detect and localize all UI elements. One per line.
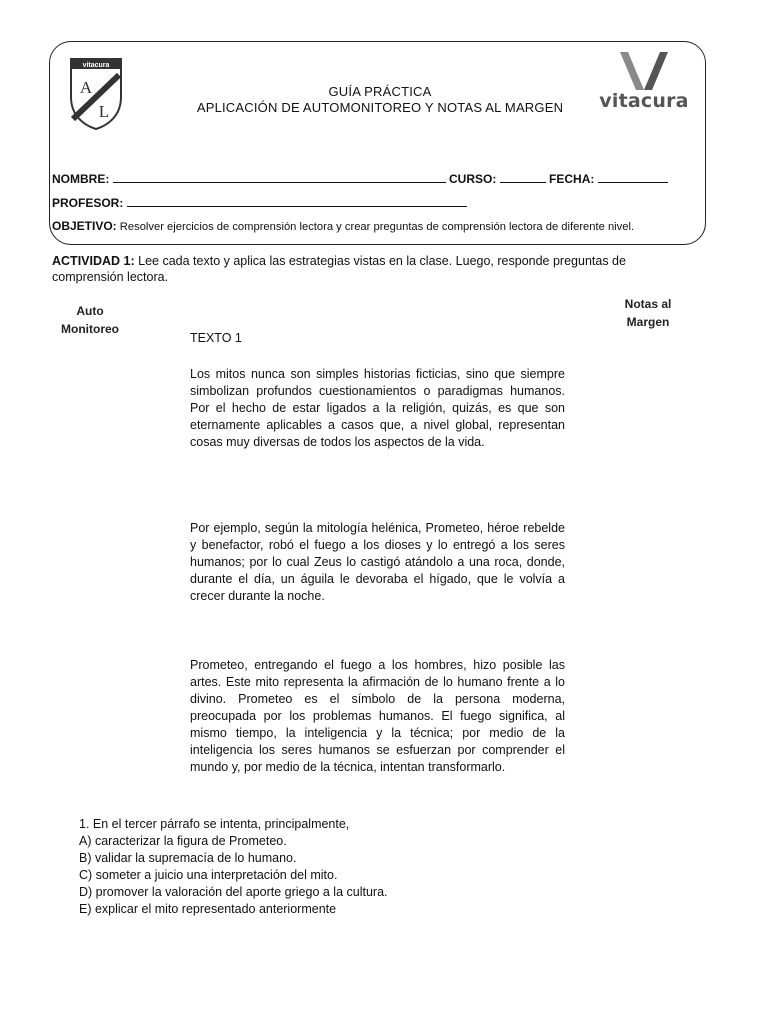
notas-margen-line-2: Margen bbox=[626, 315, 670, 329]
profesor-row bbox=[52, 195, 467, 210]
title-line-2: APLICACIÓN DE AUTOMONITOREO Y NOTAS AL MARGEN bbox=[196, 100, 564, 115]
crest-letter-l: L bbox=[98, 102, 110, 121]
notas-margen-label bbox=[608, 295, 688, 331]
auto-monitoreo-label bbox=[50, 302, 130, 338]
title-line-1: GUÍA PRÁCTICA bbox=[328, 84, 432, 99]
nombre-field[interactable] bbox=[113, 171, 446, 183]
notas-margen-line-1: Notas al bbox=[624, 297, 672, 311]
paragraph-2: Por ejemplo, según la mitología helénica, Prometeo, héroe rebelde y benefactor, robó el fuego a los dioses y lo entregó a los seres humanos; por lo cual Zeus lo castigó atándolo a una roca, donde, durante el día, un águila le devoraba el hígado, que le volvía a crecer durante la noche. bbox=[190, 521, 565, 603]
curso-label: CURSO: bbox=[449, 172, 497, 186]
fecha-label: FECHA: bbox=[549, 172, 595, 186]
vitacura-logo bbox=[596, 50, 692, 122]
curso-field[interactable] bbox=[500, 171, 546, 183]
activity-text: Lee cada texto y aplica las estrategias vistas en la clase. Luego, responde preguntas de comprensión lectora. bbox=[52, 254, 626, 284]
objetivo-row bbox=[52, 219, 634, 233]
objetivo-text: Resolver ejercicios de comprensión lectora y crear preguntas de comprensión lectora de diferente nivel. bbox=[119, 221, 635, 233]
option-e[interactable]: E) explicar el mito representado anteriormente bbox=[79, 902, 337, 916]
paragraph-1: Los mitos nunca son simples historias ficticias, sino que siempre simbolizan profundos cuestionamientos o paradigmas humanos. Por el hecho de estar ligados a la religión, quizás, es que son eternamente aplicables a casos que, a nivel global, representan cosas muy diversas de todos los aspectos de la vida. bbox=[190, 367, 565, 449]
vitacura-v-icon bbox=[614, 50, 674, 92]
nombre-row bbox=[52, 171, 668, 186]
text-title: TEXTO 1 bbox=[190, 331, 242, 345]
activity-label: ACTIVIDAD 1: bbox=[52, 254, 135, 268]
nombre-label: NOMBRE: bbox=[52, 172, 110, 186]
auto-monitoreo-line-2: Monitoreo bbox=[61, 322, 119, 336]
option-d[interactable]: D) promover la valoración del aporte griego a la cultura. bbox=[79, 885, 388, 899]
question-1 bbox=[79, 816, 388, 918]
profesor-label: PROFESOR: bbox=[52, 196, 124, 210]
crest-letter-a: A bbox=[79, 78, 93, 97]
paragraph-3: Prometeo, entregando el fuego a los hombres, hizo posible las artes. Este mito representa la afirmación de lo humano frente a lo divino. Prometeo es el símbolo de la persona moderna, preocupada por los problemas humanos. El fuego significa, al mismo tiempo, la inteligencia y la técnica; por medio de la inteligencia los seres humanos se esfuerzan por comprender el mundo y, por medio de la técnica, intentan transformarlo. bbox=[190, 658, 565, 774]
logo-text: vitacura bbox=[599, 90, 689, 112]
objetivo-label: OBJETIVO: bbox=[52, 219, 117, 233]
option-a[interactable]: A) caracterizar la figura de Prometeo. bbox=[79, 834, 287, 848]
option-b[interactable]: B) validar la supremacía de lo humano. bbox=[79, 851, 297, 865]
profesor-field[interactable] bbox=[127, 195, 467, 207]
school-crest-icon bbox=[69, 57, 123, 131]
option-c[interactable]: C) someter a juicio una interpretación del mito. bbox=[79, 868, 338, 882]
auto-monitoreo-line-1: Auto bbox=[76, 304, 104, 318]
crest-label: vitacura bbox=[82, 62, 110, 69]
question-stem: 1. En el tercer párrafo se intenta, principalmente, bbox=[79, 817, 350, 831]
activity-instructions bbox=[52, 253, 692, 285]
fecha-field[interactable] bbox=[598, 171, 668, 183]
document-title bbox=[160, 84, 600, 116]
